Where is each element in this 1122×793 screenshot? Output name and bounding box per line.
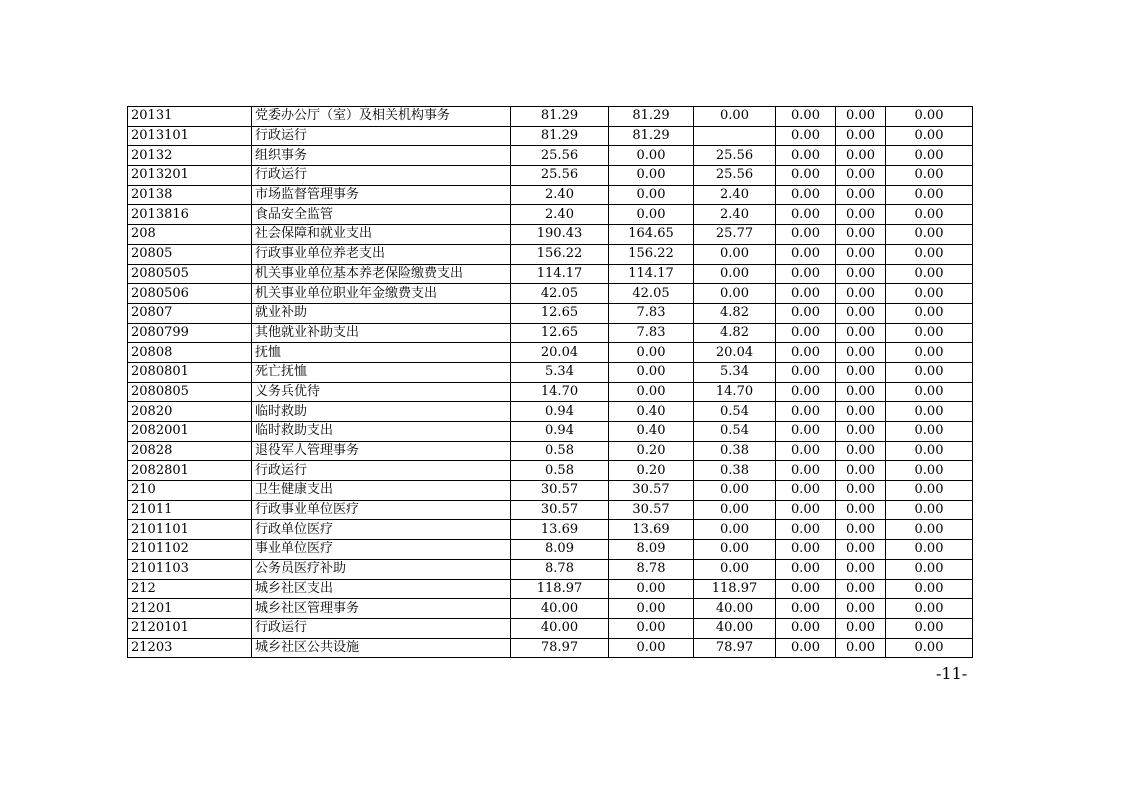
- cell-value-1: 25.56: [511, 166, 609, 186]
- cell-value-2: 164.65: [609, 225, 694, 245]
- cell-name: 城乡社区管理事务: [252, 599, 511, 619]
- cell-value-4: 0.00: [776, 481, 836, 501]
- cell-value-2: 0.00: [609, 599, 694, 619]
- cell-code: 20805: [128, 244, 252, 264]
- cell-code: 21203: [128, 638, 252, 658]
- cell-value-2: 42.05: [609, 284, 694, 304]
- cell-value-2: 0.40: [609, 422, 694, 442]
- cell-value-2: 0.20: [609, 441, 694, 461]
- cell-value-6: 0.00: [886, 126, 973, 146]
- cell-value-2: 8.09: [609, 540, 694, 560]
- cell-name: 行政运行: [252, 461, 511, 481]
- cell-code: 20131: [128, 107, 252, 127]
- cell-value-6: 0.00: [886, 323, 973, 343]
- cell-value-1: 12.65: [511, 303, 609, 323]
- cell-value-4: 0.00: [776, 422, 836, 442]
- cell-value-3: 4.82: [694, 323, 776, 343]
- cell-value-3: 14.70: [694, 382, 776, 402]
- cell-code: 2080506: [128, 284, 252, 304]
- cell-value-3: 4.82: [694, 303, 776, 323]
- cell-value-6: 0.00: [886, 146, 973, 166]
- cell-value-6: 0.00: [886, 284, 973, 304]
- cell-value-3: 0.00: [694, 244, 776, 264]
- table-row: [128, 618, 973, 638]
- cell-value-5: 0.00: [836, 284, 886, 304]
- cell-value-3: 0.00: [694, 559, 776, 579]
- cell-value-4: 0.00: [776, 185, 836, 205]
- table-row: [128, 107, 973, 127]
- cell-value-6: 0.00: [886, 599, 973, 619]
- cell-name: 行政事业单位养老支出: [252, 244, 511, 264]
- cell-value-5: 0.00: [836, 166, 886, 186]
- cell-code: 21201: [128, 599, 252, 619]
- cell-value-5: 0.00: [836, 264, 886, 284]
- cell-value-3: 2.40: [694, 205, 776, 225]
- cell-value-1: 78.97: [511, 638, 609, 658]
- cell-value-5: 0.00: [836, 441, 886, 461]
- cell-code: 20138: [128, 185, 252, 205]
- cell-value-6: 0.00: [886, 107, 973, 127]
- cell-value-5: 0.00: [836, 343, 886, 363]
- cell-value-1: 14.70: [511, 382, 609, 402]
- cell-code: 20132: [128, 146, 252, 166]
- cell-value-2: 114.17: [609, 264, 694, 284]
- cell-code: 2120101: [128, 618, 252, 638]
- cell-value-5: 0.00: [836, 107, 886, 127]
- cell-value-4: 0.00: [776, 559, 836, 579]
- cell-value-2: 30.57: [609, 481, 694, 501]
- cell-code: 2013816: [128, 205, 252, 225]
- cell-value-1: 13.69: [511, 520, 609, 540]
- cell-value-6: 0.00: [886, 520, 973, 540]
- cell-value-4: 0.00: [776, 618, 836, 638]
- cell-name: 食品安全监管: [252, 205, 511, 225]
- cell-value-4: 0.00: [776, 362, 836, 382]
- cell-value-3: 0.00: [694, 481, 776, 501]
- cell-value-6: 0.00: [886, 362, 973, 382]
- cell-value-3: 0.54: [694, 422, 776, 442]
- table-row: [128, 126, 973, 146]
- cell-value-2: 8.78: [609, 559, 694, 579]
- cell-name: 事业单位医疗: [252, 540, 511, 560]
- cell-value-5: 0.00: [836, 323, 886, 343]
- cell-value-6: 0.00: [886, 500, 973, 520]
- cell-name: 机关事业单位基本养老保险缴费支出: [252, 264, 511, 284]
- cell-value-3: 0.00: [694, 540, 776, 560]
- cell-code: 2080799: [128, 323, 252, 343]
- cell-value-3: 25.77: [694, 225, 776, 245]
- cell-value-3: 5.34: [694, 362, 776, 382]
- cell-value-4: 0.00: [776, 284, 836, 304]
- cell-value-2: 7.83: [609, 303, 694, 323]
- cell-value-1: 0.94: [511, 402, 609, 422]
- cell-code: 2013201: [128, 166, 252, 186]
- cell-code: 212: [128, 579, 252, 599]
- cell-name: 行政运行: [252, 618, 511, 638]
- cell-value-1: 118.97: [511, 579, 609, 599]
- cell-value-2: 0.20: [609, 461, 694, 481]
- cell-value-1: 0.94: [511, 422, 609, 442]
- cell-name: 城乡社区支出: [252, 579, 511, 599]
- cell-value-2: 0.00: [609, 146, 694, 166]
- cell-value-4: 0.00: [776, 579, 836, 599]
- cell-name: 行政运行: [252, 126, 511, 146]
- cell-value-6: 0.00: [886, 225, 973, 245]
- cell-value-1: 0.58: [511, 441, 609, 461]
- cell-value-2: 30.57: [609, 500, 694, 520]
- cell-value-6: 0.00: [886, 244, 973, 264]
- cell-value-4: 0.00: [776, 264, 836, 284]
- cell-value-4: 0.00: [776, 599, 836, 619]
- cell-code: 2080505: [128, 264, 252, 284]
- cell-code: 2080805: [128, 382, 252, 402]
- cell-value-1: 25.56: [511, 146, 609, 166]
- cell-value-2: 0.00: [609, 343, 694, 363]
- cell-value-6: 0.00: [886, 461, 973, 481]
- cell-value-6: 0.00: [886, 618, 973, 638]
- cell-name: 卫生健康支出: [252, 481, 511, 501]
- cell-code: 2101101: [128, 520, 252, 540]
- cell-value-3: 0.00: [694, 264, 776, 284]
- cell-value-6: 0.00: [886, 540, 973, 560]
- cell-value-3: 0.38: [694, 461, 776, 481]
- cell-value-1: 156.22: [511, 244, 609, 264]
- cell-value-5: 0.00: [836, 500, 886, 520]
- table-row: [128, 343, 973, 363]
- cell-value-4: 0.00: [776, 166, 836, 186]
- table-row: [128, 422, 973, 442]
- cell-name: 社会保障和就业支出: [252, 225, 511, 245]
- cell-value-5: 0.00: [836, 618, 886, 638]
- cell-name: 公务员医疗补助: [252, 559, 511, 579]
- cell-name: 机关事业单位职业年金缴费支出: [252, 284, 511, 304]
- cell-value-6: 0.00: [886, 343, 973, 363]
- cell-value-4: 0.00: [776, 323, 836, 343]
- cell-value-2: 0.00: [609, 185, 694, 205]
- cell-value-4: 0.00: [776, 303, 836, 323]
- cell-value-6: 0.00: [886, 166, 973, 186]
- cell-value-2: 0.00: [609, 205, 694, 225]
- table-row: [128, 559, 973, 579]
- cell-name: 就业补助: [252, 303, 511, 323]
- table-row: [128, 579, 973, 599]
- cell-value-5: 0.00: [836, 579, 886, 599]
- cell-name: 抚恤: [252, 343, 511, 363]
- cell-name: 党委办公厅（室）及相关机构事务: [252, 107, 511, 127]
- cell-value-4: 0.00: [776, 343, 836, 363]
- table-row: [128, 284, 973, 304]
- table-row: [128, 362, 973, 382]
- cell-value-1: 2.40: [511, 205, 609, 225]
- cell-code: 2101103: [128, 559, 252, 579]
- cell-value-5: 0.00: [836, 402, 886, 422]
- cell-value-5: 0.00: [836, 599, 886, 619]
- cell-value-1: 12.65: [511, 323, 609, 343]
- cell-value-1: 20.04: [511, 343, 609, 363]
- cell-name: 临时救助: [252, 402, 511, 422]
- cell-value-5: 0.00: [836, 559, 886, 579]
- cell-value-6: 0.00: [886, 481, 973, 501]
- cell-value-6: 0.00: [886, 559, 973, 579]
- table-row: [128, 540, 973, 560]
- cell-value-6: 0.00: [886, 579, 973, 599]
- cell-value-4: 0.00: [776, 146, 836, 166]
- cell-code: 208: [128, 225, 252, 245]
- cell-code: 2082001: [128, 422, 252, 442]
- cell-code: 210: [128, 481, 252, 501]
- cell-value-5: 0.00: [836, 126, 886, 146]
- cell-value-2: 81.29: [609, 126, 694, 146]
- table-row: [128, 166, 973, 186]
- cell-value-5: 0.00: [836, 362, 886, 382]
- cell-value-4: 0.00: [776, 461, 836, 481]
- cell-value-1: 0.58: [511, 461, 609, 481]
- cell-value-4: 0.00: [776, 500, 836, 520]
- cell-value-2: 0.00: [609, 362, 694, 382]
- table-row: [128, 520, 973, 540]
- cell-value-2: 13.69: [609, 520, 694, 540]
- cell-value-4: 0.00: [776, 205, 836, 225]
- table-row: [128, 244, 973, 264]
- cell-value-1: 2.40: [511, 185, 609, 205]
- cell-value-4: 0.00: [776, 540, 836, 560]
- cell-value-2: 0.40: [609, 402, 694, 422]
- cell-value-5: 0.00: [836, 185, 886, 205]
- cell-value-3: 20.04: [694, 343, 776, 363]
- cell-code: 20820: [128, 402, 252, 422]
- cell-value-1: 8.78: [511, 559, 609, 579]
- budget-table: [127, 106, 973, 658]
- cell-value-5: 0.00: [836, 382, 886, 402]
- cell-code: 2080801: [128, 362, 252, 382]
- cell-value-2: 0.00: [609, 618, 694, 638]
- cell-value-3: 0.00: [694, 520, 776, 540]
- cell-value-4: 0.00: [776, 244, 836, 264]
- cell-value-5: 0.00: [836, 540, 886, 560]
- cell-value-1: 30.57: [511, 500, 609, 520]
- cell-value-1: 190.43: [511, 225, 609, 245]
- table-row: [128, 461, 973, 481]
- cell-value-1: 30.57: [511, 481, 609, 501]
- cell-value-2: 0.00: [609, 382, 694, 402]
- cell-value-3: 0.00: [694, 284, 776, 304]
- cell-code: 2101102: [128, 540, 252, 560]
- cell-value-4: 0.00: [776, 126, 836, 146]
- cell-name: 市场监督管理事务: [252, 185, 511, 205]
- table-row: [128, 481, 973, 501]
- cell-value-2: 0.00: [609, 638, 694, 658]
- table-body: [128, 107, 973, 658]
- cell-value-3: 0.54: [694, 402, 776, 422]
- table-row: [128, 303, 973, 323]
- cell-value-6: 0.00: [886, 185, 973, 205]
- cell-value-4: 0.00: [776, 402, 836, 422]
- cell-value-3: 0.38: [694, 441, 776, 461]
- cell-value-5: 0.00: [836, 422, 886, 442]
- cell-value-6: 0.00: [886, 422, 973, 442]
- cell-value-5: 0.00: [836, 520, 886, 540]
- cell-name: 死亡抚恤: [252, 362, 511, 382]
- cell-value-5: 0.00: [836, 205, 886, 225]
- cell-value-1: 8.09: [511, 540, 609, 560]
- cell-value-3: 25.56: [694, 146, 776, 166]
- cell-value-3: 40.00: [694, 599, 776, 619]
- cell-value-2: 0.00: [609, 579, 694, 599]
- cell-code: 20828: [128, 441, 252, 461]
- cell-value-2: 81.29: [609, 107, 694, 127]
- cell-value-3: 78.97: [694, 638, 776, 658]
- table-row: [128, 146, 973, 166]
- cell-value-5: 0.00: [836, 146, 886, 166]
- cell-value-5: 0.00: [836, 225, 886, 245]
- cell-code: 21011: [128, 500, 252, 520]
- page-number: -11-: [936, 664, 968, 683]
- cell-name: 义务兵优待: [252, 382, 511, 402]
- cell-name: 行政单位医疗: [252, 520, 511, 540]
- cell-value-6: 0.00: [886, 303, 973, 323]
- cell-value-4: 0.00: [776, 382, 836, 402]
- table-row: [128, 599, 973, 619]
- cell-value-3: [694, 126, 776, 146]
- cell-name: 行政事业单位医疗: [252, 500, 511, 520]
- cell-value-3: 0.00: [694, 107, 776, 127]
- cell-value-5: 0.00: [836, 461, 886, 481]
- table-row: [128, 323, 973, 343]
- cell-value-4: 0.00: [776, 225, 836, 245]
- cell-value-4: 0.00: [776, 520, 836, 540]
- table-row: [128, 382, 973, 402]
- cell-value-6: 0.00: [886, 441, 973, 461]
- cell-value-1: 40.00: [511, 618, 609, 638]
- cell-value-5: 0.00: [836, 303, 886, 323]
- cell-value-1: 42.05: [511, 284, 609, 304]
- cell-name: 城乡社区公共设施: [252, 638, 511, 658]
- cell-value-3: 40.00: [694, 618, 776, 638]
- cell-value-4: 0.00: [776, 441, 836, 461]
- table-row: [128, 205, 973, 225]
- cell-value-2: 156.22: [609, 244, 694, 264]
- table-row: [128, 500, 973, 520]
- table-row: [128, 185, 973, 205]
- cell-value-6: 0.00: [886, 264, 973, 284]
- cell-value-5: 0.00: [836, 481, 886, 501]
- table-row: [128, 264, 973, 284]
- cell-value-2: 7.83: [609, 323, 694, 343]
- cell-name: 组织事务: [252, 146, 511, 166]
- table-row: [128, 225, 973, 245]
- cell-code: 2013101: [128, 126, 252, 146]
- cell-value-1: 114.17: [511, 264, 609, 284]
- cell-value-6: 0.00: [886, 638, 973, 658]
- cell-value-1: 81.29: [511, 107, 609, 127]
- cell-value-6: 0.00: [886, 205, 973, 225]
- cell-value-4: 0.00: [776, 107, 836, 127]
- table-row: [128, 441, 973, 461]
- cell-name: 退役军人管理事务: [252, 441, 511, 461]
- cell-code: 20808: [128, 343, 252, 363]
- cell-value-6: 0.00: [886, 402, 973, 422]
- cell-value-2: 0.00: [609, 166, 694, 186]
- cell-code: 2082801: [128, 461, 252, 481]
- table-row: [128, 402, 973, 422]
- cell-value-1: 40.00: [511, 599, 609, 619]
- cell-name: 行政运行: [252, 166, 511, 186]
- cell-code: 20807: [128, 303, 252, 323]
- cell-value-3: 25.56: [694, 166, 776, 186]
- table-row: [128, 638, 973, 658]
- cell-value-3: 2.40: [694, 185, 776, 205]
- cell-value-5: 0.00: [836, 638, 886, 658]
- cell-value-4: 0.00: [776, 638, 836, 658]
- cell-name: 其他就业补助支出: [252, 323, 511, 343]
- cell-value-1: 5.34: [511, 362, 609, 382]
- cell-value-3: 118.97: [694, 579, 776, 599]
- cell-value-1: 81.29: [511, 126, 609, 146]
- cell-value-5: 0.00: [836, 244, 886, 264]
- cell-value-3: 0.00: [694, 500, 776, 520]
- cell-name: 临时救助支出: [252, 422, 511, 442]
- cell-value-6: 0.00: [886, 382, 973, 402]
